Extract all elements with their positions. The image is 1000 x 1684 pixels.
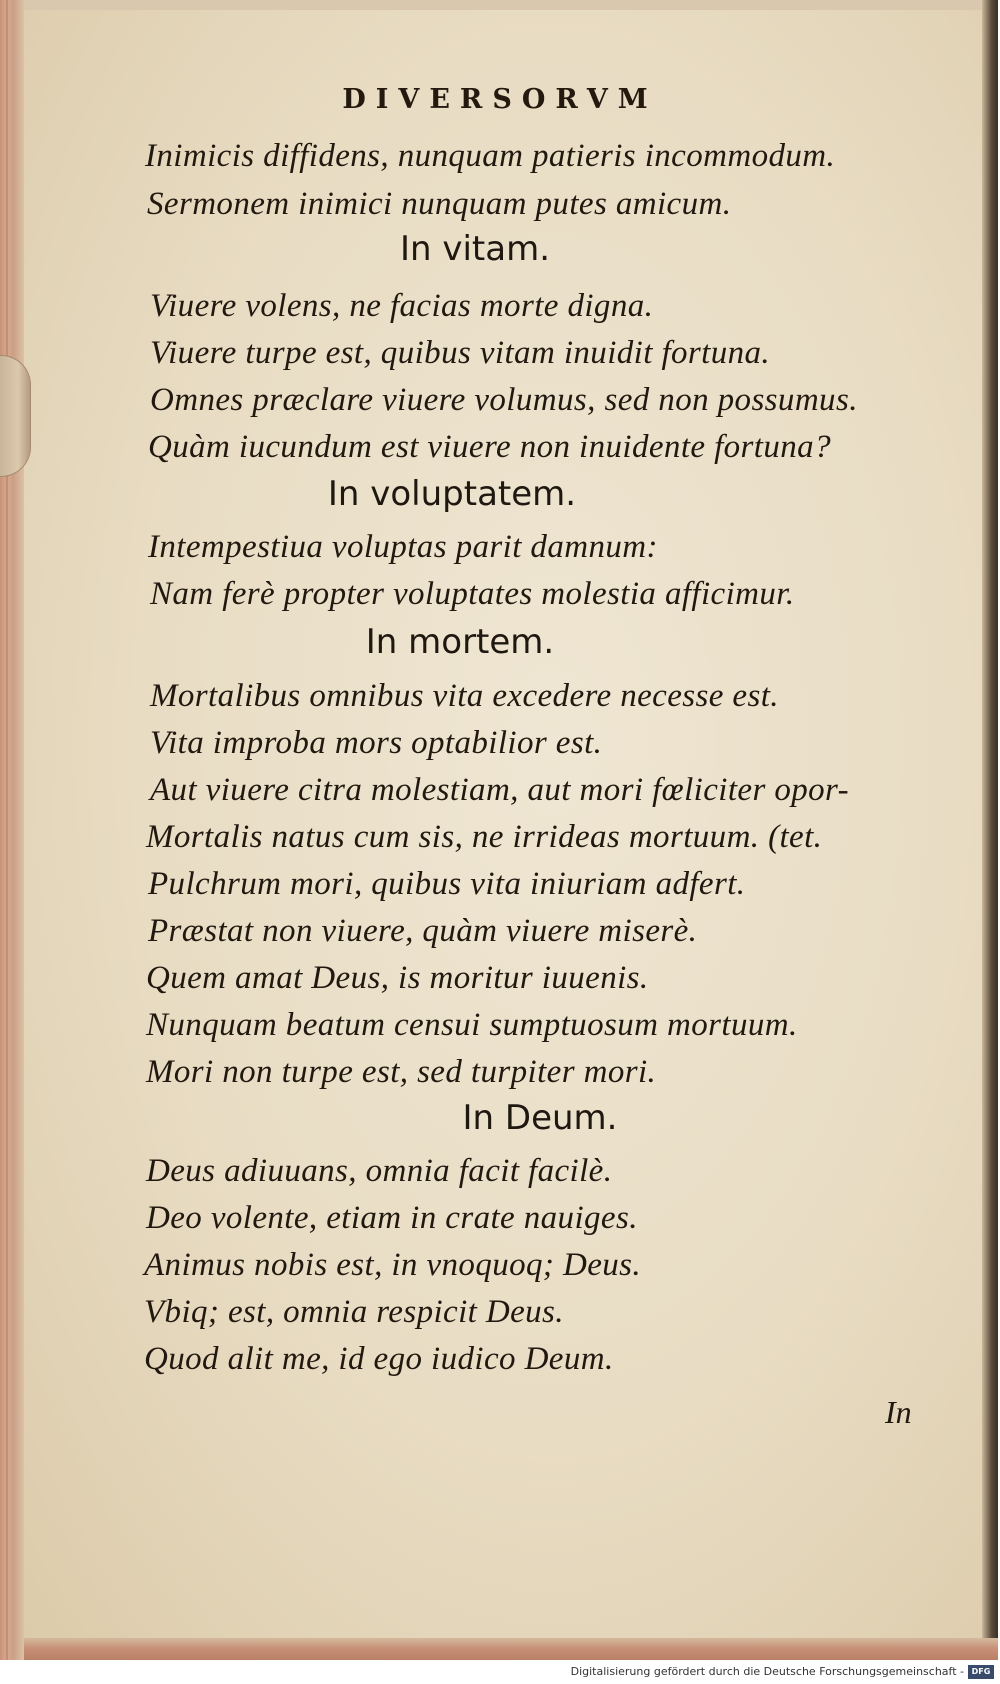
text-line: Deus adiuuans, omnia facit facilè. xyxy=(146,1153,613,1189)
section-heading: In voluptatem. xyxy=(327,474,577,514)
digitization-footer xyxy=(0,1662,1000,1684)
text-line: Quod alit me, id ego iudico Deum. xyxy=(144,1341,614,1377)
text-line: Intempestiua voluptas parit damnum: xyxy=(148,529,658,565)
text-line: Quàm iucundum est viuere non inuidente fortuna? xyxy=(148,429,831,465)
book-binding-right xyxy=(982,0,998,1660)
text-line: Mortalis natus cum sis, ne irrideas mortuum. (tet. xyxy=(146,819,823,855)
text-line: Mortalibus omnibus vita excedere necesse est. xyxy=(150,678,779,714)
text-line: Nunquam beatum censui sumptuosum mortuum. xyxy=(146,1007,798,1043)
book-clasp xyxy=(0,355,31,477)
text-line: Omnes præclare viuere volumus, sed non possumus. xyxy=(150,382,858,418)
text-line: Quem amat Deus, is moritur iuuenis. xyxy=(146,960,649,996)
text-line: Vbiq; est, omnia respicit Deus. xyxy=(144,1294,564,1330)
dfg-logo: DFG xyxy=(968,1665,994,1679)
text-line: Viuere volens, ne facias morte digna. xyxy=(150,288,654,324)
text-line: Pulchrum mori, quibus vita iniuriam adfert. xyxy=(148,866,746,902)
text-line: Vita improba mors optabilior est. xyxy=(150,725,603,761)
text-line: Aut viuere citra molestiam, aut mori fœliciter opor- xyxy=(150,772,850,808)
text-line: Animus nobis est, in vnoquoq; Deus. xyxy=(144,1247,642,1283)
text-line: Sermonem inimici nunquam putes amicum. xyxy=(147,186,732,222)
text-line: Viuere turpe est, quibus vitam inuidit fortuna. xyxy=(150,335,771,371)
section-heading: In mortem. xyxy=(365,622,555,662)
text-line: Præstat non viuere, quàm viuere miserè. xyxy=(148,913,698,949)
text-line: Inimicis diffidens, nunquam patieris incommodum. xyxy=(145,138,836,174)
running-head: DIVERSORVM xyxy=(342,84,658,115)
catchword: In xyxy=(885,1394,912,1430)
section-heading: In Deum. xyxy=(462,1098,618,1138)
section-heading: In vitam. xyxy=(399,229,551,269)
text-line: Nam ferè propter voluptates molestia afficimur. xyxy=(150,576,795,612)
text-line: Mori non turpe est, sed turpiter mori. xyxy=(146,1054,657,1090)
page-edges-bottom xyxy=(24,1638,998,1660)
text-line: Deo volente, etiam in crate nauiges. xyxy=(146,1200,638,1236)
footer-credit: Digitalisierung gefördert durch die Deutsche Forschungsgemeinschaft - xyxy=(570,1665,964,1678)
